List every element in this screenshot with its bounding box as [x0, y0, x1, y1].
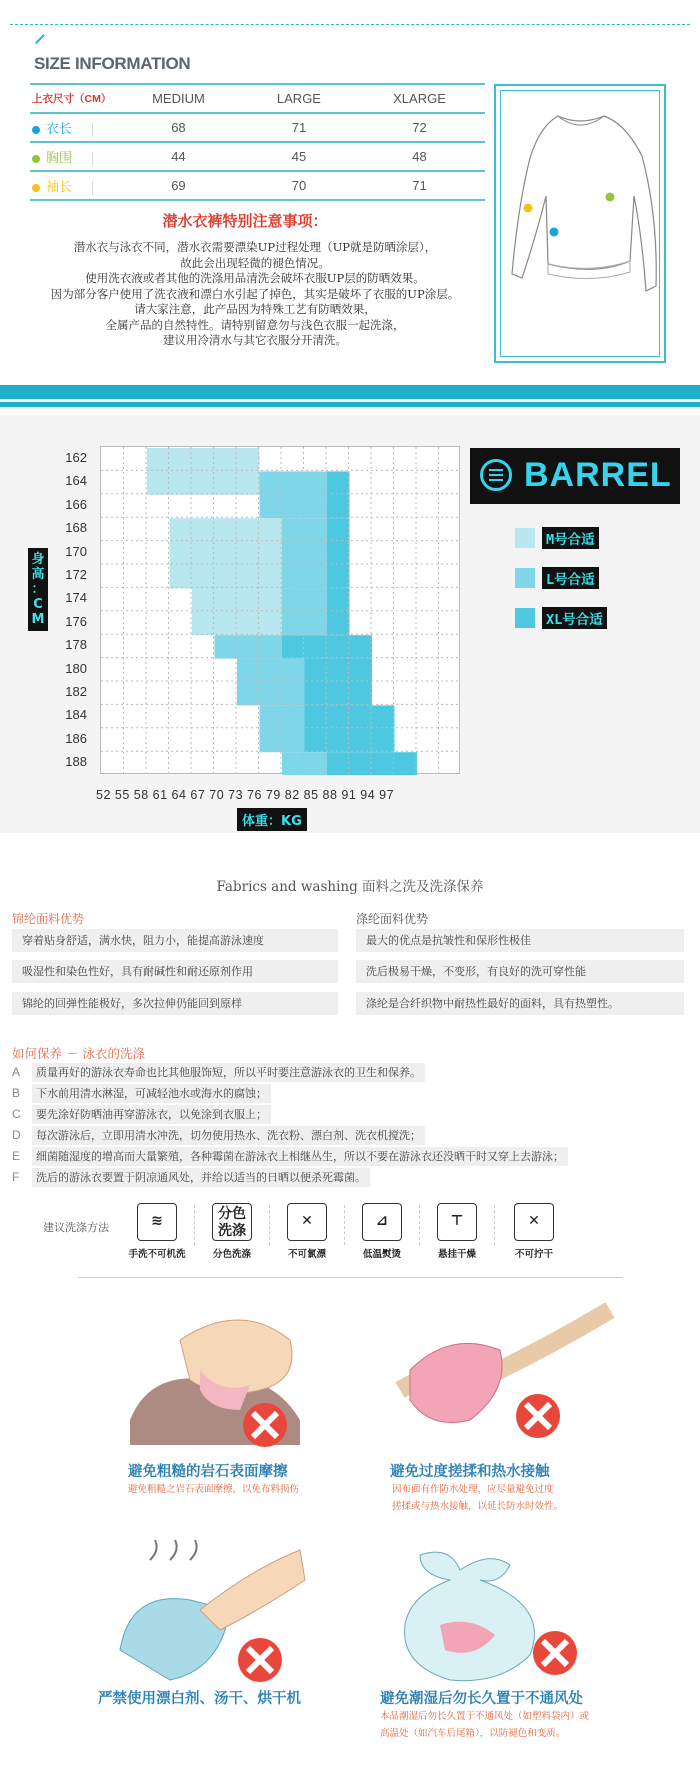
scrub-illustration-icon	[390, 1290, 620, 1450]
y-tick-label: 166	[65, 496, 87, 512]
washing-label: 建议洗涤方法	[43, 1221, 109, 1234]
shirt-diagram	[494, 84, 666, 363]
notice-line: 潜水衣与泳衣不同，潜水衣需要漂染UP过程处理（UP就是防晒涂层），	[73, 240, 437, 254]
top-divider	[10, 24, 690, 25]
washing-caption: 低温熨烫	[362, 1249, 401, 1260]
size-row-label: 衣长	[46, 121, 73, 136]
size-table	[30, 83, 485, 201]
notice-text	[20, 240, 490, 349]
care-item: E 细菌随湿度的增高而大量繁殖，各种霉菌在游泳衣上相继丛生，所以不要在游泳衣还没晒干时又穿上去游泳；	[12, 1147, 568, 1166]
legend-swatch-xl	[515, 608, 535, 628]
low-iron-icon: ⊿	[362, 1203, 402, 1241]
y-tick-label: 174	[65, 590, 87, 606]
size-cell: 71	[291, 120, 307, 135]
no-wring-icon: ✕	[514, 1203, 554, 1241]
y-tick-label: 164	[65, 473, 87, 489]
legend-label-l: L号合适	[542, 567, 599, 589]
polyester-item: 洗后极易干燥，不变形，有良好的洗可穿性能	[356, 960, 684, 983]
size-info-title: SIZE INFORMATION	[34, 54, 191, 73]
shirt-sketch-icon	[496, 86, 664, 361]
y-tick-label: 180	[65, 660, 87, 676]
section-divider-thin-bar	[0, 402, 700, 407]
size-header-xlarge: XLARGE	[393, 91, 446, 106]
washing-caption: 不可氯漂	[287, 1249, 326, 1260]
tip-sub: 因布面有作防水处理，应尽量避免过度	[392, 1484, 554, 1495]
y-tick-label: 184	[65, 707, 87, 723]
size-cell: 69	[171, 178, 186, 193]
hang-dry-icon: ⊤	[437, 1203, 477, 1241]
washing-divider	[78, 1277, 623, 1278]
bag-illustration-icon	[380, 1545, 590, 1695]
notice-line: 全属产品的自然特性。请特别留意勿与浅色衣服一起洗涤，	[105, 317, 405, 332]
washing-caption: 悬挂干燥	[437, 1249, 476, 1260]
notice-line: 使用洗衣液或者其他的洗涤用品清洗会破坏衣服UP层的防晒效果。	[85, 271, 425, 285]
washing-caption: 手洗不可机洗	[128, 1249, 186, 1260]
size-row-label: 袖长	[46, 179, 73, 194]
care-item: B 下水前用清水淋湿，可减轻池水或海水的腐蚀；	[12, 1084, 271, 1103]
legend-label-m: M号合适	[542, 527, 599, 549]
tip-sub: 避免粗糙之岩石表面摩擦，以免布料损伤	[128, 1484, 300, 1495]
tip-title: 避免粗糙的岩石表面摩擦	[128, 1464, 288, 1480]
care-item: F 洗后的游泳衣要置于阴凉通风处，并给以适当的日晒以便杀死霉菌。	[12, 1168, 370, 1187]
washing-caption: 不可拧干	[514, 1249, 553, 1260]
legend-swatch-l	[515, 568, 535, 588]
x-axis-labels: 52 55 58 61 64 67 70 73 76 79 82 85 88 91 94 97	[96, 788, 395, 802]
y-tick-label: 186	[65, 730, 87, 746]
size-cell: 71	[412, 178, 427, 193]
chest-dot-icon	[32, 155, 40, 163]
iron-illustration-icon	[110, 1540, 310, 1700]
size-row-sleeve	[30, 171, 485, 200]
care-item: D 每次游泳后，立即用清水冲洗，切勿使用热水、洗衣粉、漂白剂、洗衣机搅洗；	[12, 1126, 425, 1145]
y-tick-label: 176	[65, 613, 87, 629]
size-cell: 44	[171, 149, 186, 164]
size-cell: 48	[412, 149, 427, 164]
size-table-header	[30, 84, 485, 113]
y-tick-label: 172	[65, 567, 87, 582]
washing-caption: 分色洗涤	[212, 1249, 251, 1260]
size-row-length	[30, 113, 485, 142]
y-tick-label: 178	[65, 637, 87, 653]
barrel-logo	[470, 448, 680, 504]
notice-line: 请大家注意，此产品因为特殊工艺有防晒效果，	[134, 302, 376, 316]
y-tick-label: 162	[65, 450, 87, 465]
notice-line: 故此会出现轻微的褪色情况。	[180, 255, 330, 270]
size-row-label: 胸围	[46, 150, 73, 165]
separate-colors-icon: 分色 洗涤	[212, 1203, 252, 1241]
size-chart-grid	[100, 446, 460, 774]
care-title: 如何保养 － 泳衣的洗涤	[12, 1046, 145, 1061]
notice-line: 因为部分客户使用了洗衣液和漂白水引起了掉色，其实是破坏了衣服的UP涂层。	[50, 286, 460, 301]
y-tick-label: 182	[65, 684, 87, 699]
logo-text: BARREL	[524, 456, 672, 494]
y-tick-label: 170	[65, 543, 87, 559]
nylon-item: 吸湿性和染色性好，具有耐碱性和耐还原剂作用	[12, 960, 338, 983]
tip-sub: 搓揉或与热水接触，以延长防水时效性。	[392, 1501, 564, 1512]
logo-circle-icon	[480, 459, 512, 491]
hand-wash-icon: ≋	[137, 1203, 177, 1241]
size-cell: 68	[171, 120, 186, 135]
no-bleach-icon: ✕	[287, 1203, 327, 1241]
tip-title: 避免过度搓揉和热水接触	[390, 1464, 550, 1480]
polyester-item: 最大的优点是抗皱性和保形性极佳	[356, 929, 684, 952]
size-cell: 45	[291, 149, 307, 164]
rock-illustration-icon	[120, 1300, 320, 1450]
nylon-item: 穿着贴身舒适，满水快，阻力小，能提高游泳速度	[12, 929, 338, 952]
size-header-large: LARGE	[276, 91, 321, 106]
notice-title: 潜水衣裤特别注意事项：	[162, 212, 328, 230]
section-divider-bar	[0, 385, 700, 399]
polyester-heading: 涤纶面料优势	[356, 912, 429, 926]
y-tick-label: 188	[65, 754, 87, 770]
sleeve-dot-icon	[32, 184, 40, 192]
care-item: A 质量再好的游泳衣寿命也比其他服饰短，所以平时要注意游泳衣的卫生和保养。	[12, 1063, 425, 1082]
polyester-item: 涤纶是合纤织物中耐热性最好的面料，具有热塑性。	[356, 992, 684, 1015]
nylon-item: 锦纶的回弹性能极好，多次拉伸仍能回到原样	[12, 992, 338, 1015]
size-header-label: 上衣尺寸（CM）	[32, 93, 112, 105]
x-axis-title: 体重：KG	[237, 808, 307, 831]
fabrics-title: Fabrics and washing 面料之洗及洗涤保养	[216, 879, 484, 895]
size-header-medium: MEDIUM	[152, 91, 205, 106]
notice-line: 建议用冷清水与其它衣服分开清洗。	[163, 333, 347, 347]
tip-sub: 高温处（如汽车后尾箱），以防褪色和变质。	[380, 1728, 566, 1739]
y-axis-title: 身 高 ： C M	[28, 548, 48, 631]
tip-title: 避免潮湿后勿长久置于不通风处	[380, 1691, 583, 1707]
nylon-heading: 锦纶面料优势	[12, 912, 85, 926]
length-dot-icon	[32, 126, 40, 134]
tip-sub: 本品潮湿后勿长久置于不通风处（如塑料袋内）或	[380, 1711, 590, 1722]
legend-label-xl: XL号合适	[542, 607, 607, 629]
size-cell: 70	[291, 178, 307, 193]
size-cell: 72	[412, 120, 427, 135]
tip-title: 严禁使用漂白剂、汤干、烘干机	[98, 1691, 301, 1707]
title-accent	[35, 34, 45, 44]
care-item: C 要先涂好防晒油再穿游泳衣，以免涂到衣服上；	[12, 1105, 271, 1124]
y-tick-label: 168	[65, 520, 87, 536]
size-row-chest	[30, 142, 485, 171]
legend-swatch-m	[515, 528, 535, 548]
